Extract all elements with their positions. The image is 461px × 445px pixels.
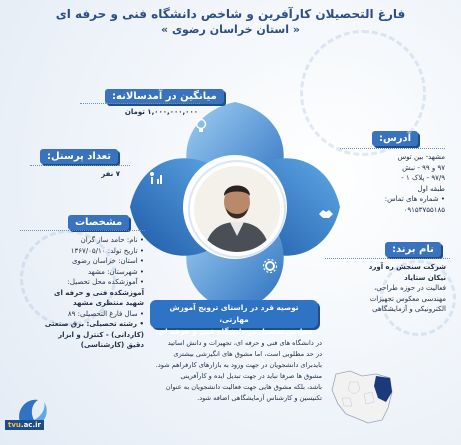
- address-line: مشهد- بین توس: [397, 153, 445, 161]
- specs-list: [18, 235, 144, 351]
- lightbulb-icon: [193, 118, 209, 134]
- advice-text: [140, 338, 322, 404]
- advice-line: مشوق ها صرفا نباید در جهت تبدیل ایده و کارآفرینی: [180, 372, 322, 380]
- brand-label: نام برند:: [385, 242, 441, 257]
- specs-line: • استان: خراسان رضوی: [71, 257, 144, 265]
- people-chart-icon: [148, 170, 164, 186]
- average-income-value: ۱,۰۰۰,۰۰۰,۰۰۰ تومان: [124, 108, 198, 116]
- specs-line: دقیق (کارشناسی): [80, 341, 144, 349]
- advice-line: در دانشگاه های فنی و حرفه ای، تجهیزات و دانش اساتید: [167, 339, 322, 347]
- specs-label: مشخصات: [68, 215, 129, 230]
- site-prefix: tvu: [8, 421, 21, 429]
- specs-line: • رشته تحصیلی: برق صنعتی: [44, 320, 144, 328]
- gear-icon: [262, 258, 278, 274]
- advice-heading-1: توصیه فرد در راستای ترویج آموزش مهارتی،: [169, 303, 299, 324]
- staff-connector: [30, 165, 130, 166]
- address-label: آدرس:: [372, 131, 418, 146]
- specs-line: • سال فارغ التحصیلی: ۸۹: [67, 309, 144, 318]
- brand-info: [318, 262, 446, 315]
- staff-count-label: تعداد پرسنل:: [40, 149, 118, 164]
- specs-line: • آموزشکده محل تحصیل:: [67, 278, 144, 286]
- address-line: ۹۷/۹ - پلاک ۱ -: [401, 174, 445, 182]
- average-income-label: میانگین در آمدسالانه:: [105, 89, 224, 104]
- title-line-2: « استان خراسان رضوی »: [161, 23, 300, 36]
- specs-connector: [20, 230, 145, 231]
- advice-line: بایدبرای دانشجویان در جهت ورود به بازارهای کارفراهم شود.: [155, 361, 322, 369]
- person-photo: [190, 162, 284, 256]
- specs-line: (کاردانی) - کنترل و ابزار: [58, 330, 144, 339]
- address-line: • شماره های تماس:: [384, 195, 445, 203]
- address-line: طبقه اول: [417, 184, 445, 193]
- iran-map-icon: [328, 368, 396, 426]
- brand-line: الکترونیکی و آزمایشگاهی: [372, 305, 446, 313]
- brand-company-2: نیکان ستایاد: [404, 273, 446, 282]
- advice-line: تکنیسین و کارشناس آزمایشگاهی اضافه شود.: [197, 394, 322, 402]
- advice-line: در حد مطلوبی است، اما مشوق های انگیزشی بیشتری: [173, 350, 322, 358]
- brand-line: فعالیت در حوزه طراحی،: [374, 284, 446, 292]
- brand-company: شرکت سنجش ره آورد: [368, 263, 446, 271]
- address-list: [340, 152, 445, 215]
- address-line: ۹۷ و ۹۹ - نبش: [402, 163, 445, 172]
- page-title: [0, 6, 461, 38]
- income-connector: [80, 103, 200, 104]
- staff-count-value: ۷ نفر: [101, 170, 120, 178]
- person-avatar-icon: [194, 166, 280, 252]
- advice-heading: [150, 300, 318, 338]
- advice-line: باشد، بلکه مشوق هایی جهت فعالیت دانشجویان به عنوان: [165, 383, 322, 391]
- address-line: ۰۹۱۵۳۷۵۵۱۸۵: [403, 205, 445, 214]
- specs-line: آموزشکده فنی و حرفه ای: [54, 288, 144, 297]
- advice-heading-box: [150, 300, 318, 336]
- title-line-1: فارغ التحصیلان کارآفرین و شاخص دانشگاه فنی و حرفه ای: [55, 7, 406, 21]
- specs-line: • شهرستان: مشهد: [87, 267, 144, 276]
- brand-connector: [325, 258, 450, 259]
- site-suffix: .ac.ir: [20, 421, 41, 429]
- address-connector: [340, 148, 445, 149]
- advice-heading-2: محاسن تحصیل در دانشگاه فنی و حرفه ای:: [155, 327, 313, 336]
- specs-line: • نام: حامد ساز گران: [80, 236, 144, 244]
- specs-line: شهید منتظری مشهد: [72, 299, 144, 307]
- handshake-icon: [318, 205, 334, 221]
- specs-line: • تاریخ تولد: ۱۳۶۷/۰۵/۱۰: [70, 246, 144, 255]
- brand-line: مهندسی معکوس تجهیزات: [369, 294, 446, 303]
- site-badge: [5, 420, 44, 430]
